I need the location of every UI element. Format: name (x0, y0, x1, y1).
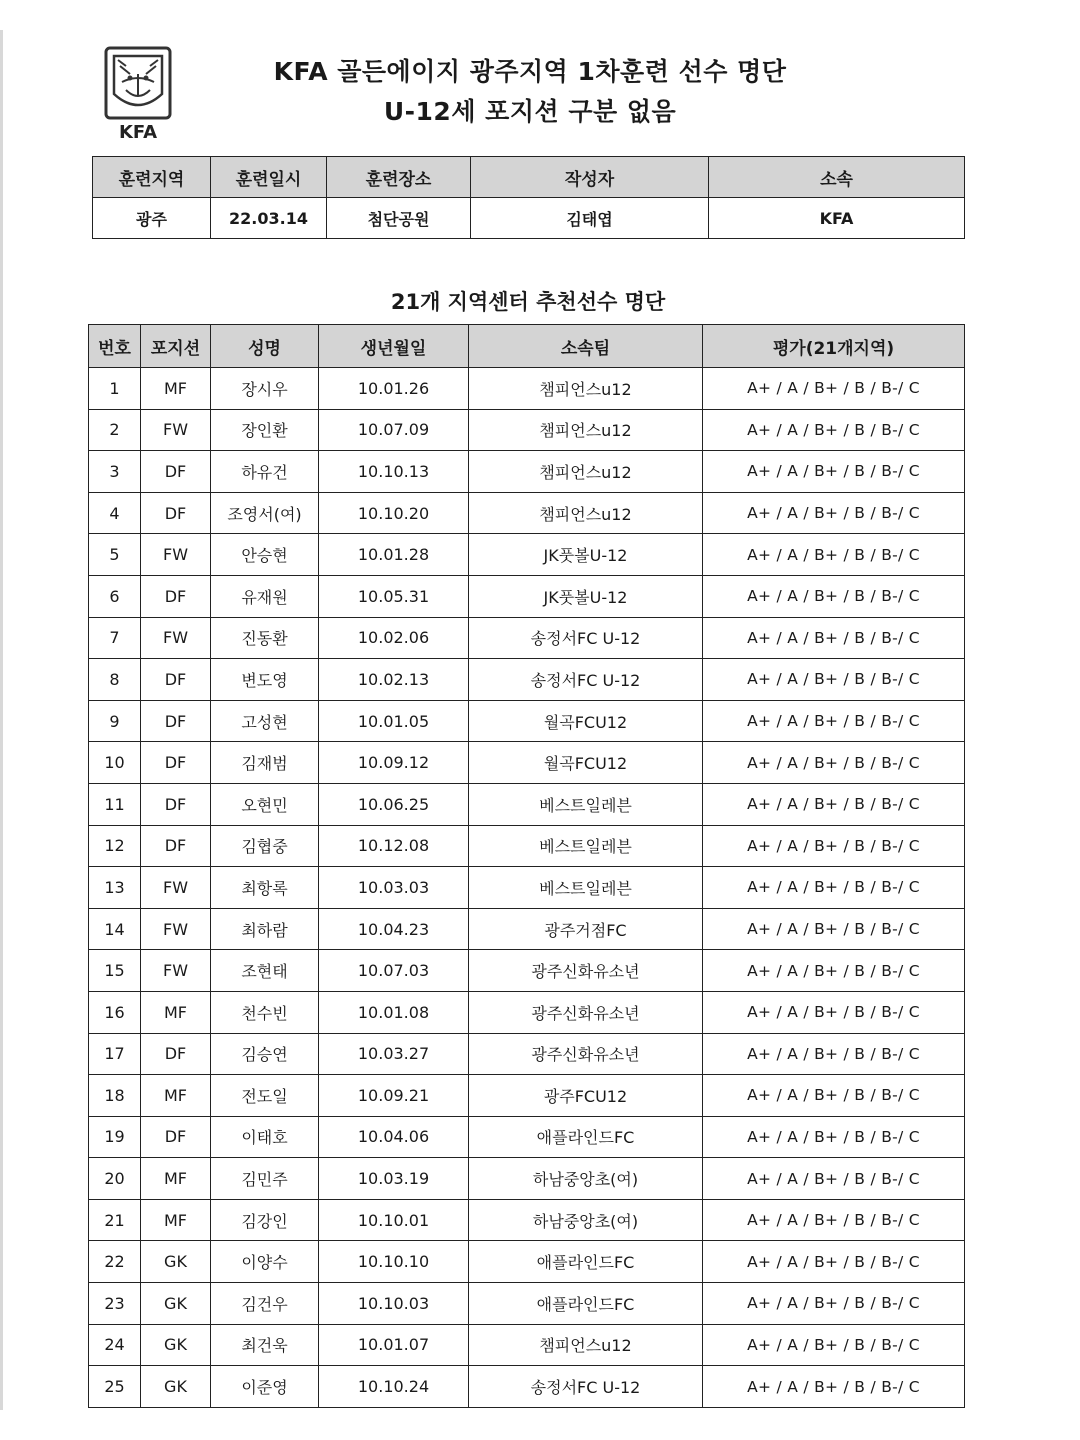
player-birthdate: 10.03.27 (319, 1033, 469, 1075)
player-name: 조현태 (211, 950, 319, 992)
player-name: 김강인 (211, 1199, 319, 1241)
player-number: 10 (89, 742, 141, 784)
table-row (89, 825, 965, 867)
player-number: 20 (89, 1158, 141, 1200)
player-position: MF (141, 1199, 211, 1241)
info-header-row (93, 157, 965, 198)
value-author: 김태엽 (471, 198, 709, 239)
player-position: MF (141, 1158, 211, 1200)
page-edge-shadow (0, 30, 3, 1410)
player-evaluation: A+ / A / B+ / B / B-/ C (703, 991, 965, 1033)
player-team: 광주거점FC (469, 908, 703, 950)
player-evaluation: A+ / A / B+ / B / B-/ C (703, 742, 965, 784)
player-evaluation: A+ / A / B+ / B / B-/ C (703, 1283, 965, 1325)
player-team: 광주신화유소년 (469, 991, 703, 1033)
player-position: FW (141, 534, 211, 576)
player-name: 안승현 (211, 534, 319, 576)
table-row (89, 991, 965, 1033)
table-row (89, 451, 965, 493)
player-number: 19 (89, 1116, 141, 1158)
player-team: 챔피언스u12 (469, 1324, 703, 1366)
player-position: FW (141, 908, 211, 950)
player-birthdate: 10.10.13 (319, 451, 469, 493)
table-row (89, 950, 965, 992)
player-name: 천수빈 (211, 991, 319, 1033)
info-value-row (93, 198, 965, 239)
table-row (89, 1324, 965, 1366)
player-number: 22 (89, 1241, 141, 1283)
player-name: 유재원 (211, 575, 319, 617)
player-name: 변도영 (211, 659, 319, 701)
player-birthdate: 10.01.26 (319, 368, 469, 410)
player-evaluation: A+ / A / B+ / B / B-/ C (703, 908, 965, 950)
player-team: 챔피언스u12 (469, 409, 703, 451)
player-team: 애플라인드FC (469, 1241, 703, 1283)
player-position: DF (141, 1033, 211, 1075)
player-name: 이양수 (211, 1241, 319, 1283)
player-birthdate: 10.01.07 (319, 1324, 469, 1366)
player-birthdate: 10.10.10 (319, 1241, 469, 1283)
player-name: 김재범 (211, 742, 319, 784)
player-number: 3 (89, 451, 141, 493)
player-team: 광주FCU12 (469, 1075, 703, 1117)
player-number: 12 (89, 825, 141, 867)
table-row (89, 1241, 965, 1283)
player-position: FW (141, 409, 211, 451)
roster-title: 21개 지역센터 추천선수 명단 (390, 290, 666, 314)
page-subtitle: U-12세 포지션 구분 없음 (383, 97, 677, 126)
player-evaluation: A+ / A / B+ / B / B-/ C (703, 1324, 965, 1366)
player-birthdate: 10.06.25 (319, 783, 469, 825)
header-author: 작성자 (471, 157, 709, 198)
header-training-region: 훈련지역 (93, 157, 211, 198)
player-birthdate: 10.10.03 (319, 1283, 469, 1325)
player-number: 7 (89, 617, 141, 659)
player-evaluation: A+ / A / B+ / B / B-/ C (703, 867, 965, 909)
tiger-stripes (118, 60, 158, 96)
header-name: 성명 (211, 325, 319, 368)
roster-body (89, 368, 965, 1408)
table-row (89, 575, 965, 617)
player-evaluation: A+ / A / B+ / B / B-/ C (703, 534, 965, 576)
player-team: 챔피언스u12 (469, 368, 703, 410)
player-birthdate: 10.01.28 (319, 534, 469, 576)
player-position: DF (141, 783, 211, 825)
player-evaluation: A+ / A / B+ / B / B-/ C (703, 950, 965, 992)
player-name: 김협중 (211, 825, 319, 867)
table-row (89, 1075, 965, 1117)
player-number: 24 (89, 1324, 141, 1366)
player-number: 2 (89, 409, 141, 451)
player-position: DF (141, 451, 211, 493)
header-evaluation: 평가(21개지역) (703, 325, 965, 368)
player-birthdate: 10.10.20 (319, 492, 469, 534)
player-team: 광주신화유소년 (469, 950, 703, 992)
value-training-venue: 첨단공원 (327, 198, 471, 239)
player-birthdate: 10.09.21 (319, 1075, 469, 1117)
player-name: 이태호 (211, 1116, 319, 1158)
player-evaluation: A+ / A / B+ / B / B-/ C (703, 1199, 965, 1241)
value-affiliation: KFA (709, 198, 965, 239)
player-evaluation: A+ / A / B+ / B / B-/ C (703, 1366, 965, 1408)
player-position: FW (141, 950, 211, 992)
player-evaluation: A+ / A / B+ / B / B-/ C (703, 1158, 965, 1200)
player-evaluation: A+ / A / B+ / B / B-/ C (703, 700, 965, 742)
player-position: FW (141, 867, 211, 909)
player-position: FW (141, 617, 211, 659)
player-number: 4 (89, 492, 141, 534)
player-evaluation: A+ / A / B+ / B / B-/ C (703, 368, 965, 410)
player-position: GK (141, 1241, 211, 1283)
player-team: 하남중앙초(여) (469, 1199, 703, 1241)
player-number: 17 (89, 1033, 141, 1075)
player-number: 11 (89, 783, 141, 825)
player-evaluation: A+ / A / B+ / B / B-/ C (703, 1241, 965, 1283)
player-team: 송정서FC U-12 (469, 659, 703, 701)
player-birthdate: 10.04.23 (319, 908, 469, 950)
player-team: 하남중앙초(여) (469, 1158, 703, 1200)
table-row (89, 534, 965, 576)
table-row (89, 492, 965, 534)
logo-text: KFA (118, 122, 158, 143)
training-info-table (92, 156, 965, 239)
player-number: 14 (89, 908, 141, 950)
roster-header-row (89, 325, 965, 368)
player-position: DF (141, 742, 211, 784)
player-team: 광주신화유소년 (469, 1033, 703, 1075)
kfa-logo (96, 44, 180, 144)
player-birthdate: 10.02.06 (319, 617, 469, 659)
player-position: DF (141, 825, 211, 867)
player-evaluation: A+ / A / B+ / B / B-/ C (703, 1116, 965, 1158)
table-row (89, 659, 965, 701)
player-birthdate: 10.09.12 (319, 742, 469, 784)
player-evaluation: A+ / A / B+ / B / B-/ C (703, 409, 965, 451)
player-number: 13 (89, 867, 141, 909)
player-team: 송정서FC U-12 (469, 1366, 703, 1408)
player-team: 애플라인드FC (469, 1116, 703, 1158)
player-birthdate: 10.05.31 (319, 575, 469, 617)
player-name: 전도일 (211, 1075, 319, 1117)
player-number: 25 (89, 1366, 141, 1408)
player-name: 진동환 (211, 617, 319, 659)
player-birthdate: 10.10.01 (319, 1199, 469, 1241)
player-name: 장인환 (211, 409, 319, 451)
player-number: 21 (89, 1199, 141, 1241)
player-team: JK풋볼U-12 (469, 575, 703, 617)
player-evaluation: A+ / A / B+ / B / B-/ C (703, 1033, 965, 1075)
table-row (89, 700, 965, 742)
player-team: 베스트일레븐 (469, 783, 703, 825)
table-row (89, 1158, 965, 1200)
player-position: DF (141, 659, 211, 701)
player-team: 베스트일레븐 (469, 867, 703, 909)
player-name: 장시우 (211, 368, 319, 410)
player-position: DF (141, 700, 211, 742)
player-evaluation: A+ / A / B+ / B / B-/ C (703, 575, 965, 617)
player-evaluation: A+ / A / B+ / B / B-/ C (703, 451, 965, 493)
header-affiliation: 소속 (709, 157, 965, 198)
player-birthdate: 10.03.19 (319, 1158, 469, 1200)
player-roster-table (88, 324, 965, 1408)
value-training-date: 22.03.14 (211, 198, 327, 239)
table-row (89, 1199, 965, 1241)
header-birthdate: 생년월일 (319, 325, 469, 368)
header-training-venue: 훈련장소 (327, 157, 471, 198)
table-row (89, 1283, 965, 1325)
player-evaluation: A+ / A / B+ / B / B-/ C (703, 492, 965, 534)
player-team: 챔피언스u12 (469, 492, 703, 534)
player-position: MF (141, 1075, 211, 1117)
header-team: 소속팀 (469, 325, 703, 368)
player-number: 15 (89, 950, 141, 992)
player-birthdate: 10.10.24 (319, 1366, 469, 1408)
player-evaluation: A+ / A / B+ / B / B-/ C (703, 659, 965, 701)
player-name: 오현민 (211, 783, 319, 825)
player-team: JK풋볼U-12 (469, 534, 703, 576)
player-team: 월곡FCU12 (469, 742, 703, 784)
player-birthdate: 10.01.08 (319, 991, 469, 1033)
player-number: 9 (89, 700, 141, 742)
player-number: 1 (89, 368, 141, 410)
player-team: 송정서FC U-12 (469, 617, 703, 659)
player-name: 하유건 (211, 451, 319, 493)
page-title: KFA 골든에이지 광주지역 1차훈련 선수 명단 (273, 57, 787, 86)
player-name: 최건욱 (211, 1324, 319, 1366)
player-number: 23 (89, 1283, 141, 1325)
player-birthdate: 10.03.03 (319, 867, 469, 909)
player-birthdate: 10.04.06 (319, 1116, 469, 1158)
player-position: GK (141, 1366, 211, 1408)
player-birthdate: 10.07.09 (319, 409, 469, 451)
table-row (89, 368, 965, 410)
player-evaluation: A+ / A / B+ / B / B-/ C (703, 825, 965, 867)
table-row (89, 742, 965, 784)
player-name: 조영서(여) (211, 492, 319, 534)
header-number: 번호 (89, 325, 141, 368)
player-position: MF (141, 368, 211, 410)
player-birthdate: 10.07.03 (319, 950, 469, 992)
player-team: 애플라인드FC (469, 1283, 703, 1325)
player-evaluation: A+ / A / B+ / B / B-/ C (703, 617, 965, 659)
table-row (89, 908, 965, 950)
player-birthdate: 10.02.13 (319, 659, 469, 701)
player-number: 5 (89, 534, 141, 576)
player-name: 고성현 (211, 700, 319, 742)
player-position: MF (141, 991, 211, 1033)
table-row (89, 409, 965, 451)
player-birthdate: 10.01.05 (319, 700, 469, 742)
player-position: DF (141, 1116, 211, 1158)
table-row (89, 867, 965, 909)
table-row (89, 1366, 965, 1408)
player-team: 월곡FCU12 (469, 700, 703, 742)
player-number: 8 (89, 659, 141, 701)
player-position: GK (141, 1324, 211, 1366)
player-evaluation: A+ / A / B+ / B / B-/ C (703, 783, 965, 825)
player-team: 베스트일레븐 (469, 825, 703, 867)
player-number: 16 (89, 991, 141, 1033)
table-row (89, 1033, 965, 1075)
player-name: 김민주 (211, 1158, 319, 1200)
header-position: 포지션 (141, 325, 211, 368)
player-name: 최항록 (211, 867, 319, 909)
table-row (89, 617, 965, 659)
table-row (89, 783, 965, 825)
value-training-region: 광주 (93, 198, 211, 239)
player-number: 18 (89, 1075, 141, 1117)
player-number: 6 (89, 575, 141, 617)
player-team: 챔피언스u12 (469, 451, 703, 493)
player-position: DF (141, 492, 211, 534)
player-name: 김건우 (211, 1283, 319, 1325)
player-position: GK (141, 1283, 211, 1325)
player-evaluation: A+ / A / B+ / B / B-/ C (703, 1075, 965, 1117)
player-birthdate: 10.12.08 (319, 825, 469, 867)
player-name: 최하람 (211, 908, 319, 950)
header-training-date: 훈련일시 (211, 157, 327, 198)
player-name: 이준영 (211, 1366, 319, 1408)
table-row (89, 1116, 965, 1158)
player-name: 김승연 (211, 1033, 319, 1075)
player-position: DF (141, 575, 211, 617)
